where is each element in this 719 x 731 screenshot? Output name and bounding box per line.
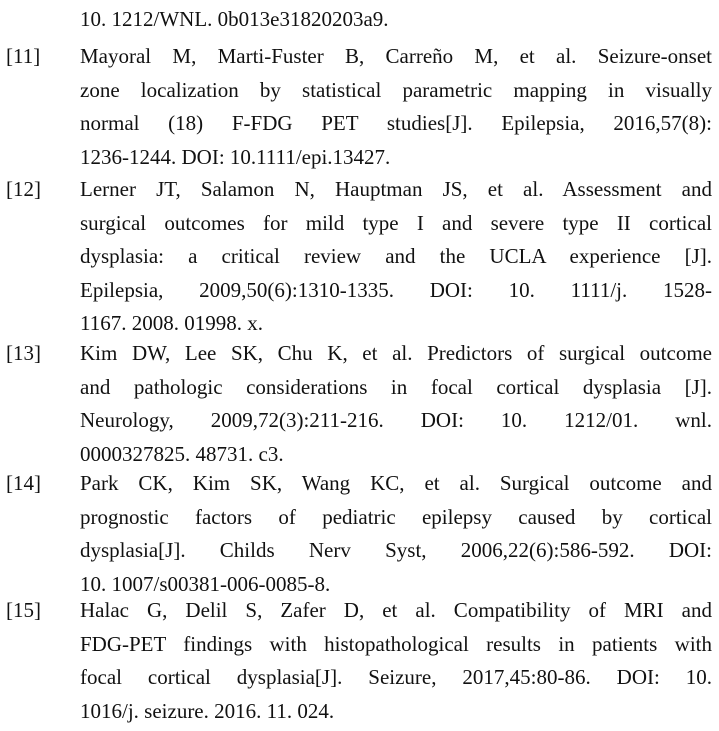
reference-line: Kim DW, Lee SK, Chu K, et al. Predictors of surgical outcome [80, 340, 712, 374]
reference-number: [12] [6, 176, 41, 202]
reference-line: normal (18) F-FDG PET studies[J]. Epilepsia, 2016,57(8): [80, 110, 712, 144]
reference-text [80, 176, 712, 344]
reference-number: [13] [6, 340, 41, 366]
reference-line: Mayoral M, Marti-Fuster B, Carreño M, et al. Seizure-onset [80, 43, 712, 77]
reference-line: 1236-1244. DOI: 10.1111/epi.13427. [80, 144, 712, 178]
reference-text [80, 340, 712, 474]
reference-line: 1016/j. seizure. 2016. 11. 024. [80, 698, 712, 731]
reference-line: 10. 1007/s00381-006-0085-8. [80, 571, 712, 605]
reference-line: and pathologic considerations in focal cortical dysplasia [J]. [80, 374, 712, 408]
reference-line: Halac G, Delil S, Zafer D, et al. Compatibility of MRI and [80, 597, 712, 631]
reference-line: dysplasia[J]. Childs Nerv Syst, 2006,22(6):586-592. DOI: [80, 537, 712, 571]
reference-line: Lerner JT, Salamon N, Hauptman JS, et al. Assessment and [80, 176, 712, 210]
reference-line: 0000327825. 48731. c3. [80, 441, 712, 475]
reference-line: surgical outcomes for mild type I and severe type II cortical [80, 210, 712, 244]
reference-number: [11] [6, 43, 40, 69]
reference-number: [15] [6, 597, 41, 623]
reference-line: 1167. 2008. 01998. x. [80, 310, 712, 344]
reference-line: zone localization by statistical parametric mapping in visually [80, 77, 712, 111]
reference-line: Park CK, Kim SK, Wang KC, et al. Surgical outcome and [80, 470, 712, 504]
reference-line: Epilepsia, 2009,50(6):1310-1335. DOI: 10. 1111/j. 1528- [80, 277, 712, 311]
reference-line: dysplasia: a critical review and the UCLA experience [J]. [80, 243, 712, 277]
reference-line: focal cortical dysplasia[J]. Seizure, 2017,45:80-86. DOI: 10. [80, 664, 712, 698]
reference-text [80, 597, 712, 731]
reference-line: FDG-PET findings with histopathological results in patients with [80, 631, 712, 665]
reference-text [80, 43, 712, 177]
reference-line: prognostic factors of pediatric epilepsy caused by cortical [80, 504, 712, 538]
reference-text [80, 470, 712, 604]
reference-number: [14] [6, 470, 41, 496]
continued-doi-line: 10. 1212/WNL. 0b013e31820203a9. [80, 6, 389, 32]
reference-line: Neurology, 2009,72(3):211-216. DOI: 10. 1212/01. wnl. [80, 407, 712, 441]
